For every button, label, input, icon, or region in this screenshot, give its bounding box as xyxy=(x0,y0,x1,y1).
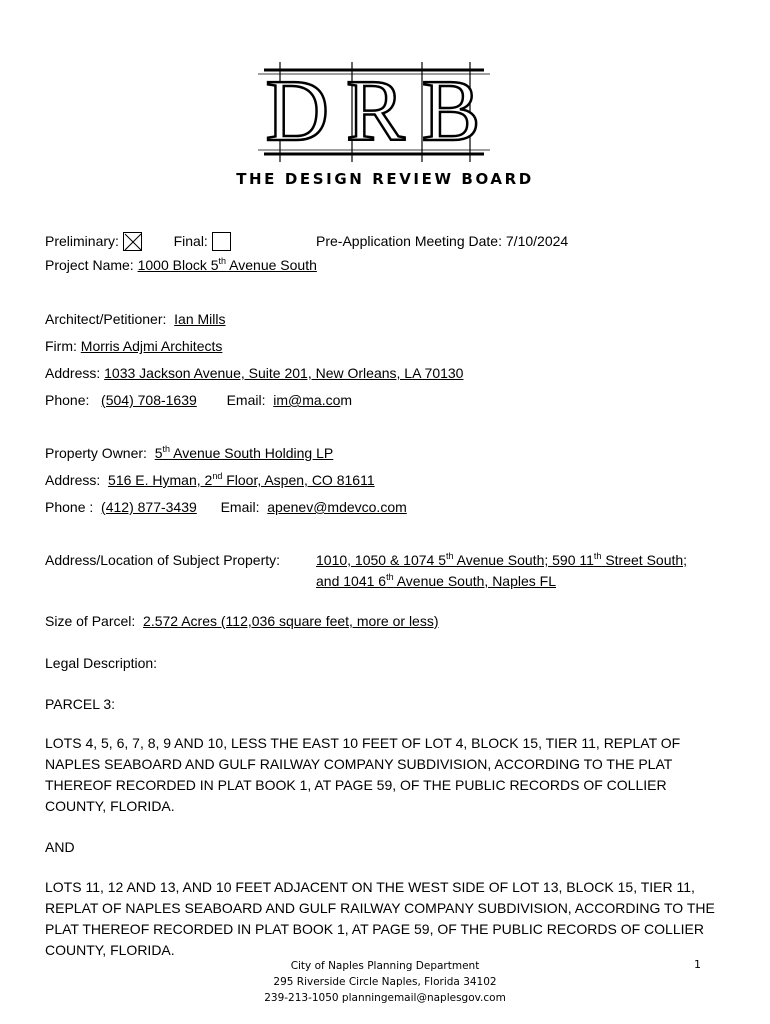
final-label: Final: xyxy=(173,233,208,249)
logo-letters xyxy=(258,62,490,162)
logo-letter-r: R xyxy=(346,63,407,160)
firm-label: Firm: xyxy=(45,338,77,354)
owner-phone-value: (412) 877-3439 xyxy=(101,499,197,515)
owner-address-label: Address: xyxy=(45,472,101,488)
preliminary-checkbox[interactable] xyxy=(123,232,142,251)
page-number: 1 xyxy=(694,958,701,971)
legal-description-paragraph-2: LOTS 11, 12 AND 13, AND 10 FEET ADJACENT ON THE WEST SIDE OF LOT 13, BLOCK 15, TIER 11, REPLAT OF NAPLES SEABOARD AND GULF RAILWAY COMPANY SUBDIVISION, ACCORDING TO THE PLAT THEREOF RECORDED IN PLAT BOOK 1, AT PAGE 59, OF THE PUBLIC RECORDS OF COLLIER COUNTY, FLORIDA. xyxy=(45,879,715,958)
project-name-value: 1000 Block 5th Avenue South xyxy=(137,256,317,273)
owner-value: 5th Avenue South Holding LP xyxy=(154,444,334,461)
drb-logo xyxy=(258,62,490,164)
architect-value: Ian Mills xyxy=(174,311,226,327)
project-name-label: Project Name: xyxy=(45,257,134,273)
address-value: 1033 Jackson Avenue, Suite 201, New Orleans, LA 70130 xyxy=(104,365,464,381)
owner-address-value: 516 E. Hyman, 2nd Floor, Aspen, CO 81611 xyxy=(108,471,375,488)
owner-row xyxy=(45,444,333,462)
owner-phone-row xyxy=(45,498,407,516)
parcel3-heading: PARCEL 3: xyxy=(45,696,116,712)
email-value: im@ma.com xyxy=(273,392,353,408)
location-value-line1: 1010, 1050 & 1074 5th Avenue South; 590 11th Street South; xyxy=(316,551,688,568)
owner-email-label: Email: xyxy=(220,499,260,515)
logo-letter-d: D xyxy=(265,63,332,160)
owner-label: Property Owner: xyxy=(45,445,147,461)
pre-app-date: 7/10/2024 xyxy=(505,233,569,249)
phone-label: Phone: xyxy=(45,392,90,408)
firm-value: Morris Adjmi Architects xyxy=(80,338,223,354)
parcel-label: Size of Parcel: xyxy=(45,613,136,629)
parcel-value: 2.572 Acres (112,036 square feet, more or less) xyxy=(143,613,439,629)
pre-app-label: Pre-Application Meeting Date: xyxy=(316,233,502,249)
architect-row xyxy=(45,310,226,328)
parcel-size-row xyxy=(45,612,439,630)
architect-label: Architect/Petitioner: xyxy=(45,311,167,327)
architect-phone-row xyxy=(45,391,352,409)
preliminary-label: Preliminary: xyxy=(45,233,119,249)
pre-app-meeting-row xyxy=(316,232,568,250)
footer-contact: 239-213-1050 planningemail@naplesgov.com xyxy=(264,992,506,1004)
footer-address: 295 Riverside Circle Naples, Florida 34102 xyxy=(273,976,497,988)
owner-phone-label: Phone : xyxy=(45,499,94,515)
owner-email-value: apenev@mdevco.com xyxy=(267,499,407,515)
architect-address-row xyxy=(45,364,463,382)
project-name-row xyxy=(45,256,317,274)
owner-address-row xyxy=(45,471,375,489)
final-checkbox[interactable] xyxy=(212,232,231,251)
firm-row xyxy=(45,337,222,355)
and-separator: AND xyxy=(45,839,75,855)
footer-dept: City of Naples Planning Department xyxy=(290,960,480,972)
email-label: Email: xyxy=(226,392,266,408)
location-value-line2: and 1041 6th Avenue South, Naples FL xyxy=(316,572,557,589)
phone-value: (504) 708-1639 xyxy=(101,392,197,408)
board-name: THE DESIGN REVIEW BOARD xyxy=(236,170,534,188)
legal-description-paragraph-1: LOTS 4, 5, 6, 7, 8, 9 AND 10, LESS THE EAST 10 FEET OF LOT 4, BLOCK 15, TIER 11, REPLAT OF NAPLES SEABOARD AND GULF RAILWAY COMPANY SUBDIVISION, ACCORDING TO THE PLAT THEREOF RECORDED IN PLAT BOOK 1, AT PAGE 59, OF THE PUBLIC RECORDS OF COLLIER COUNTY, FLORIDA. xyxy=(45,735,681,814)
logo-letter-b: B xyxy=(421,63,483,160)
legal-description-label: Legal Description: xyxy=(45,655,158,671)
location-label: Address/Location of Subject Property: xyxy=(45,552,281,568)
address-label: Address: xyxy=(45,365,101,381)
application-type-row xyxy=(45,232,231,251)
